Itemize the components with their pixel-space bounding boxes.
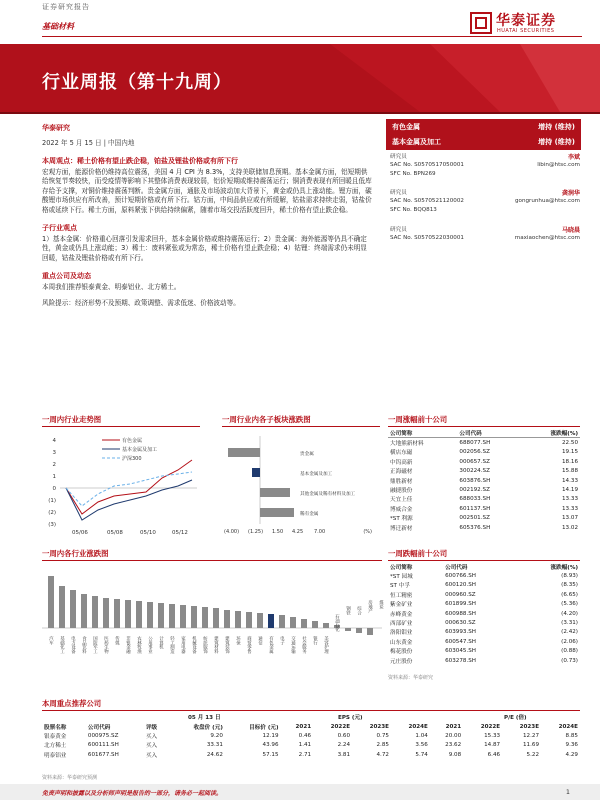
sector-label: 农林牧渔	[136, 636, 142, 654]
eps-header: EPS (元)	[338, 715, 363, 721]
table-row: 西部矿业 000630.SZ (3.31)	[390, 620, 578, 628]
bar-group	[48, 576, 373, 635]
y-tick-label: 1	[52, 474, 56, 480]
sector-label: 煤炭	[378, 600, 384, 609]
legend-label: 有色金属	[122, 438, 143, 444]
chart3-title: 一周内各行业涨跌图	[42, 549, 109, 558]
sector-label: 传媒	[114, 636, 120, 645]
table-row: 梅花股份 603045.SH (0.88)	[390, 648, 578, 656]
table-row: 明泰铝业 601677.SH 买入 24.62 57.15 2.71 3.81 4.72 5.74 9.08 6.46 5.22 4.29	[44, 751, 578, 759]
x-tick-label: 7.00	[314, 529, 326, 535]
table-row: *ST 利源 002501.SZ 13.07	[390, 515, 578, 523]
sector-label: 计算机	[158, 636, 164, 650]
table-row: 博迁新材 605376.SH 13.02	[390, 524, 578, 532]
table-row: 天宜上佳 688033.SH 13.33	[390, 496, 578, 504]
sector-label: 环保	[235, 636, 241, 645]
losers-title: 一周跌幅前十公司	[388, 549, 448, 558]
gainers-title: 一周涨幅前十公司	[388, 415, 448, 424]
table-row: 正海磁材 300224.SZ 15.88	[390, 468, 578, 476]
sector-label: 美容护理	[323, 636, 329, 654]
x-tick-label: 05/12	[172, 530, 188, 536]
banner-strip	[0, 112, 600, 114]
sector-label: 电子	[279, 636, 285, 645]
category-label: 贵金属	[300, 452, 314, 457]
analyst-role: 研究员	[390, 190, 407, 196]
bar-other-metal	[260, 488, 290, 497]
rating-sector: 基本金属及加工	[392, 138, 441, 146]
footer-disclaimer: 免责声明和披露以及分析师声明是报告的一部分，请务必一起阅读。	[42, 790, 223, 797]
table-row: 元庄股份 603278.SH (0.73)	[390, 657, 578, 665]
recommend-group-header	[42, 712, 580, 722]
table-row: 中钨高新 000657.SZ 18.16	[390, 458, 578, 466]
report-title: 行业周报（第十九周）	[42, 72, 232, 93]
sector-label: 机械设备	[191, 636, 197, 654]
col-header: 公司代码	[459, 430, 482, 437]
table-header-row	[388, 562, 580, 571]
org-name: 华泰研究	[42, 124, 70, 132]
logo-icon	[470, 12, 492, 34]
table-row: 恒工精密 000960.SZ (6.65)	[390, 591, 578, 599]
sub-view-text: 1）基本金属：价格重心回落引发需求回升，基本金属价格或维持震荡运行；2）贵金属：海外能源等仍具不确定性，黄金或仍具上涨动能；3）稀土：废料紧张或为常态，稀土价格有望止跌企稳；4）钴锂：终端需求仍未明显回暖，钴盐及锂盐价格或有所下行。	[42, 235, 367, 262]
analyst-block	[390, 152, 580, 249]
table-header-row	[388, 428, 580, 438]
bar-nonferrous-highlight	[268, 614, 274, 628]
x-tick-label: 05/10	[140, 530, 156, 536]
analyst-sac: SAC No. S0570522030001	[390, 235, 464, 241]
analyst-card	[390, 152, 580, 182]
sector-label: 轻工制造	[169, 636, 175, 654]
table-row: *ST 园城 600766.SH (8.93)	[390, 573, 578, 581]
main-text-column	[42, 156, 372, 308]
chart1-divider	[42, 426, 200, 427]
sector-label: 石油石化	[334, 614, 340, 632]
table-row: 融捷股份 002192.SZ 14.19	[390, 487, 578, 495]
col-header: 涨跌幅(%)	[550, 564, 578, 571]
analyst-role: 研究员	[390, 227, 407, 233]
analyst-email[interactable]: gongrunhua@htsc.com	[514, 198, 580, 204]
chart2-divider	[222, 426, 380, 427]
unit-label: (%)	[363, 529, 372, 535]
logo-subtext: HUATAI SECURITIES	[497, 28, 555, 34]
key-companies-text: 本周我们推荐银泰黄金、明泰铝业、北方稀土。	[42, 283, 181, 292]
sector-label: 非银金融	[125, 636, 131, 654]
y-tick-label: (2)	[48, 510, 56, 516]
analyst-card	[390, 225, 580, 249]
chart2-title: 一周行业内各子板块涨跌图	[222, 415, 311, 424]
sector-label: 国防军工	[92, 636, 98, 654]
sector-label: 房地产	[367, 600, 373, 614]
sector-label: 医药生物	[103, 636, 109, 654]
sector-label: 基础材料	[42, 22, 74, 31]
sector-label: 通信	[257, 636, 263, 645]
analyst-name: 马晓晨	[561, 227, 580, 234]
report-type: 证券研究报告	[42, 3, 90, 11]
view-heading: 本周观点：稀土价格有望止跌企稳，铂盐及锂盐价格或有所下行	[42, 157, 238, 165]
y-tick-label: 4	[52, 438, 56, 444]
sector-label: 建筑材料	[213, 636, 219, 654]
table-row: 紫金矿业 601899.SH (5.36)	[390, 601, 578, 609]
sector-label: 交通运输	[290, 636, 296, 654]
analyst-role: 研究员	[390, 154, 407, 160]
col-header: 涨跌幅(%)	[550, 430, 578, 437]
bar-base-metal	[252, 468, 260, 477]
x-tick-label: 05/06	[72, 530, 88, 536]
analyst-sfc: SFC No. BQQ813	[390, 207, 437, 213]
table-row: 鼎胜新材 603876.SH 14.33	[390, 477, 578, 485]
rating-row	[392, 120, 575, 134]
x-tick-label: (1.25)	[248, 529, 264, 535]
y-tick-label: (3)	[48, 522, 56, 528]
y-tick-label: 0	[52, 486, 56, 492]
bar-rare-metal	[260, 508, 294, 517]
footer-bar	[0, 784, 600, 800]
y-tick-label: 3	[52, 450, 56, 456]
table-row: 赤峰黄金 600988.SH (4.20)	[390, 610, 578, 618]
bar-precious-metal	[228, 448, 260, 457]
date-header: 05 月 13 日	[188, 715, 221, 721]
analyst-name: 李斌	[567, 154, 580, 161]
sector-label: 家用电器	[180, 636, 186, 654]
chart3-svg	[42, 564, 384, 686]
sector-label: 有色金属	[268, 636, 274, 654]
category-label: 稀有金属	[300, 512, 319, 517]
series-line-csi300	[66, 472, 192, 506]
sector-label: 钢铁	[345, 606, 351, 615]
recommend-table	[42, 722, 580, 760]
sector-label: 基础化工	[59, 636, 65, 654]
analyst-email[interactable]: libin@htsc.com	[537, 162, 580, 168]
analyst-email[interactable]: maxiaochen@htsc.com	[514, 235, 580, 241]
sector-label: 商贸零售	[246, 636, 252, 654]
series-line-base-metal	[66, 480, 192, 520]
x-tick-label: (4.00)	[224, 529, 240, 535]
col-header: 公司简称	[390, 564, 413, 571]
gainers-divider	[388, 426, 580, 427]
pe-header: P/E (倍)	[504, 715, 527, 721]
chart3-divider	[42, 560, 382, 561]
date-line: 2022 年 5 月 15 日 | 中国内地	[42, 139, 135, 147]
sector-label: 社会服务	[301, 636, 307, 654]
analyst-sac: SAC No. S0570521120002	[390, 198, 464, 204]
table-header-row: 股票名称 公司代码 评级 收盘价 (元) 目标价 (元) 2021 2022E 2023E 2024E 2021 2022E 2023E 2024E	[44, 723, 578, 731]
sector-label: 银行	[312, 636, 318, 645]
sector-label: 建筑装饰	[224, 636, 230, 654]
y-tick-label: (1)	[48, 498, 56, 504]
analyst-sfc: SFC No. BPN269	[390, 171, 436, 177]
recommend-divider	[42, 710, 580, 711]
sector-label: 综合	[356, 606, 362, 615]
table-row: 洛阳钼业 603993.SH (2.42)	[390, 629, 578, 637]
table-row: 银泰黄金 000975.SZ 买入 9.20 12.19 0.46 0.60 0.75 1.04 20.00 15.33 12.27 8.85	[44, 733, 578, 741]
rating-row	[392, 135, 575, 149]
col-header: 公司简称	[390, 430, 413, 437]
table-row: ST 中孚 600120.SH (8.35)	[390, 582, 578, 590]
sector-label: 食品饮料	[81, 636, 87, 654]
rating-value: 增持 (维持)	[538, 138, 575, 146]
sector-label: 公用事业	[147, 636, 153, 654]
recommend-title: 本周重点推荐公司	[42, 699, 102, 708]
x-tick-label: 1.50	[272, 529, 284, 535]
risk-text: 风险提示：经济形势不及预期、政策调整、需求低迷、价格波动等。	[42, 298, 240, 307]
rating-box	[386, 119, 581, 150]
legend-label: 沪深300	[122, 456, 142, 462]
key-companies-heading: 重点公司及动态	[42, 272, 91, 281]
y-tick-label: 2	[52, 462, 56, 468]
losers-table	[388, 562, 580, 665]
rating-value: 增持 (维持)	[538, 123, 575, 131]
header-divider	[42, 36, 582, 37]
recommend-source: 资料来源：华泰研究预测	[42, 775, 98, 781]
table-row: 山东黄金 600547.SH (2.06)	[390, 638, 578, 646]
logo-text: 华泰证券	[496, 13, 556, 29]
x-tick-label: 05/08	[107, 530, 123, 536]
sub-view-heading: 子行业观点	[42, 224, 77, 233]
analyst-card	[390, 188, 580, 219]
sector-label: 电力设备	[70, 636, 76, 654]
table-row: 博威合金 601137.SH 13.33	[390, 505, 578, 513]
losers-divider	[388, 560, 580, 561]
legend-label: 基本金属及加工	[122, 447, 158, 453]
chart2-svg	[222, 430, 382, 542]
view-text: 宏观方面，能源价格仍维持高位震荡，美国 4 月 CPI 为 8.3%，支持美联储加息预期。基本金属方面，铝短期供给恢复节奏较快，而受疫情等影响下其整体消费表现较弱，铝价短期或维持震荡运行；铜消费表现有所回暖且低库存给予支撑，对铜价维持震荡判断。贵金属方面，通胀及市场波动加大背景下，黄金或仍具上涨动能。锂方面，碳酸锂市场供应有所改善，预计短期价格或有所下行。钴方面，中间品供应或有所缓解，钴盐需求持续走弱，钴盐价格或延续下行。稀土方面，原料紧张下供给持续偏紧，随着市场交投活跃度回升，稀土价格有望止跌企稳。	[42, 168, 372, 214]
analyst-sac: SAC No. S0570517050001	[390, 162, 464, 168]
col-header: 公司代码	[445, 564, 468, 571]
table-row: 大地熊新材料 688077.SH 22.50	[390, 440, 578, 448]
x-tick-label: 4.25	[292, 529, 304, 535]
page-number: 1	[565, 788, 570, 796]
analyst-name: 龚润华	[561, 190, 580, 197]
category-label: 基本金属及加工	[300, 472, 333, 477]
losers-source: 资料来源：华泰研究	[388, 675, 434, 681]
chart1-title: 一周内行业走势图	[42, 415, 102, 424]
category-label: 其他金属及稀有材料及加工	[300, 492, 356, 497]
table-row: 横店东磁 002056.SZ 19.15	[390, 449, 578, 457]
rating-sector: 有色金属	[392, 123, 420, 131]
sector-label: 汽车	[48, 636, 54, 645]
table-row: 北方稀土 600111.SH 买入 33.31 43.96 1.41 2.24 2.85 3.56 23.62 14.87 11.69 9.36	[44, 742, 578, 750]
chart1-svg	[42, 430, 202, 538]
gainers-table	[388, 428, 580, 532]
sector-label: 纺织服饰	[202, 636, 208, 654]
